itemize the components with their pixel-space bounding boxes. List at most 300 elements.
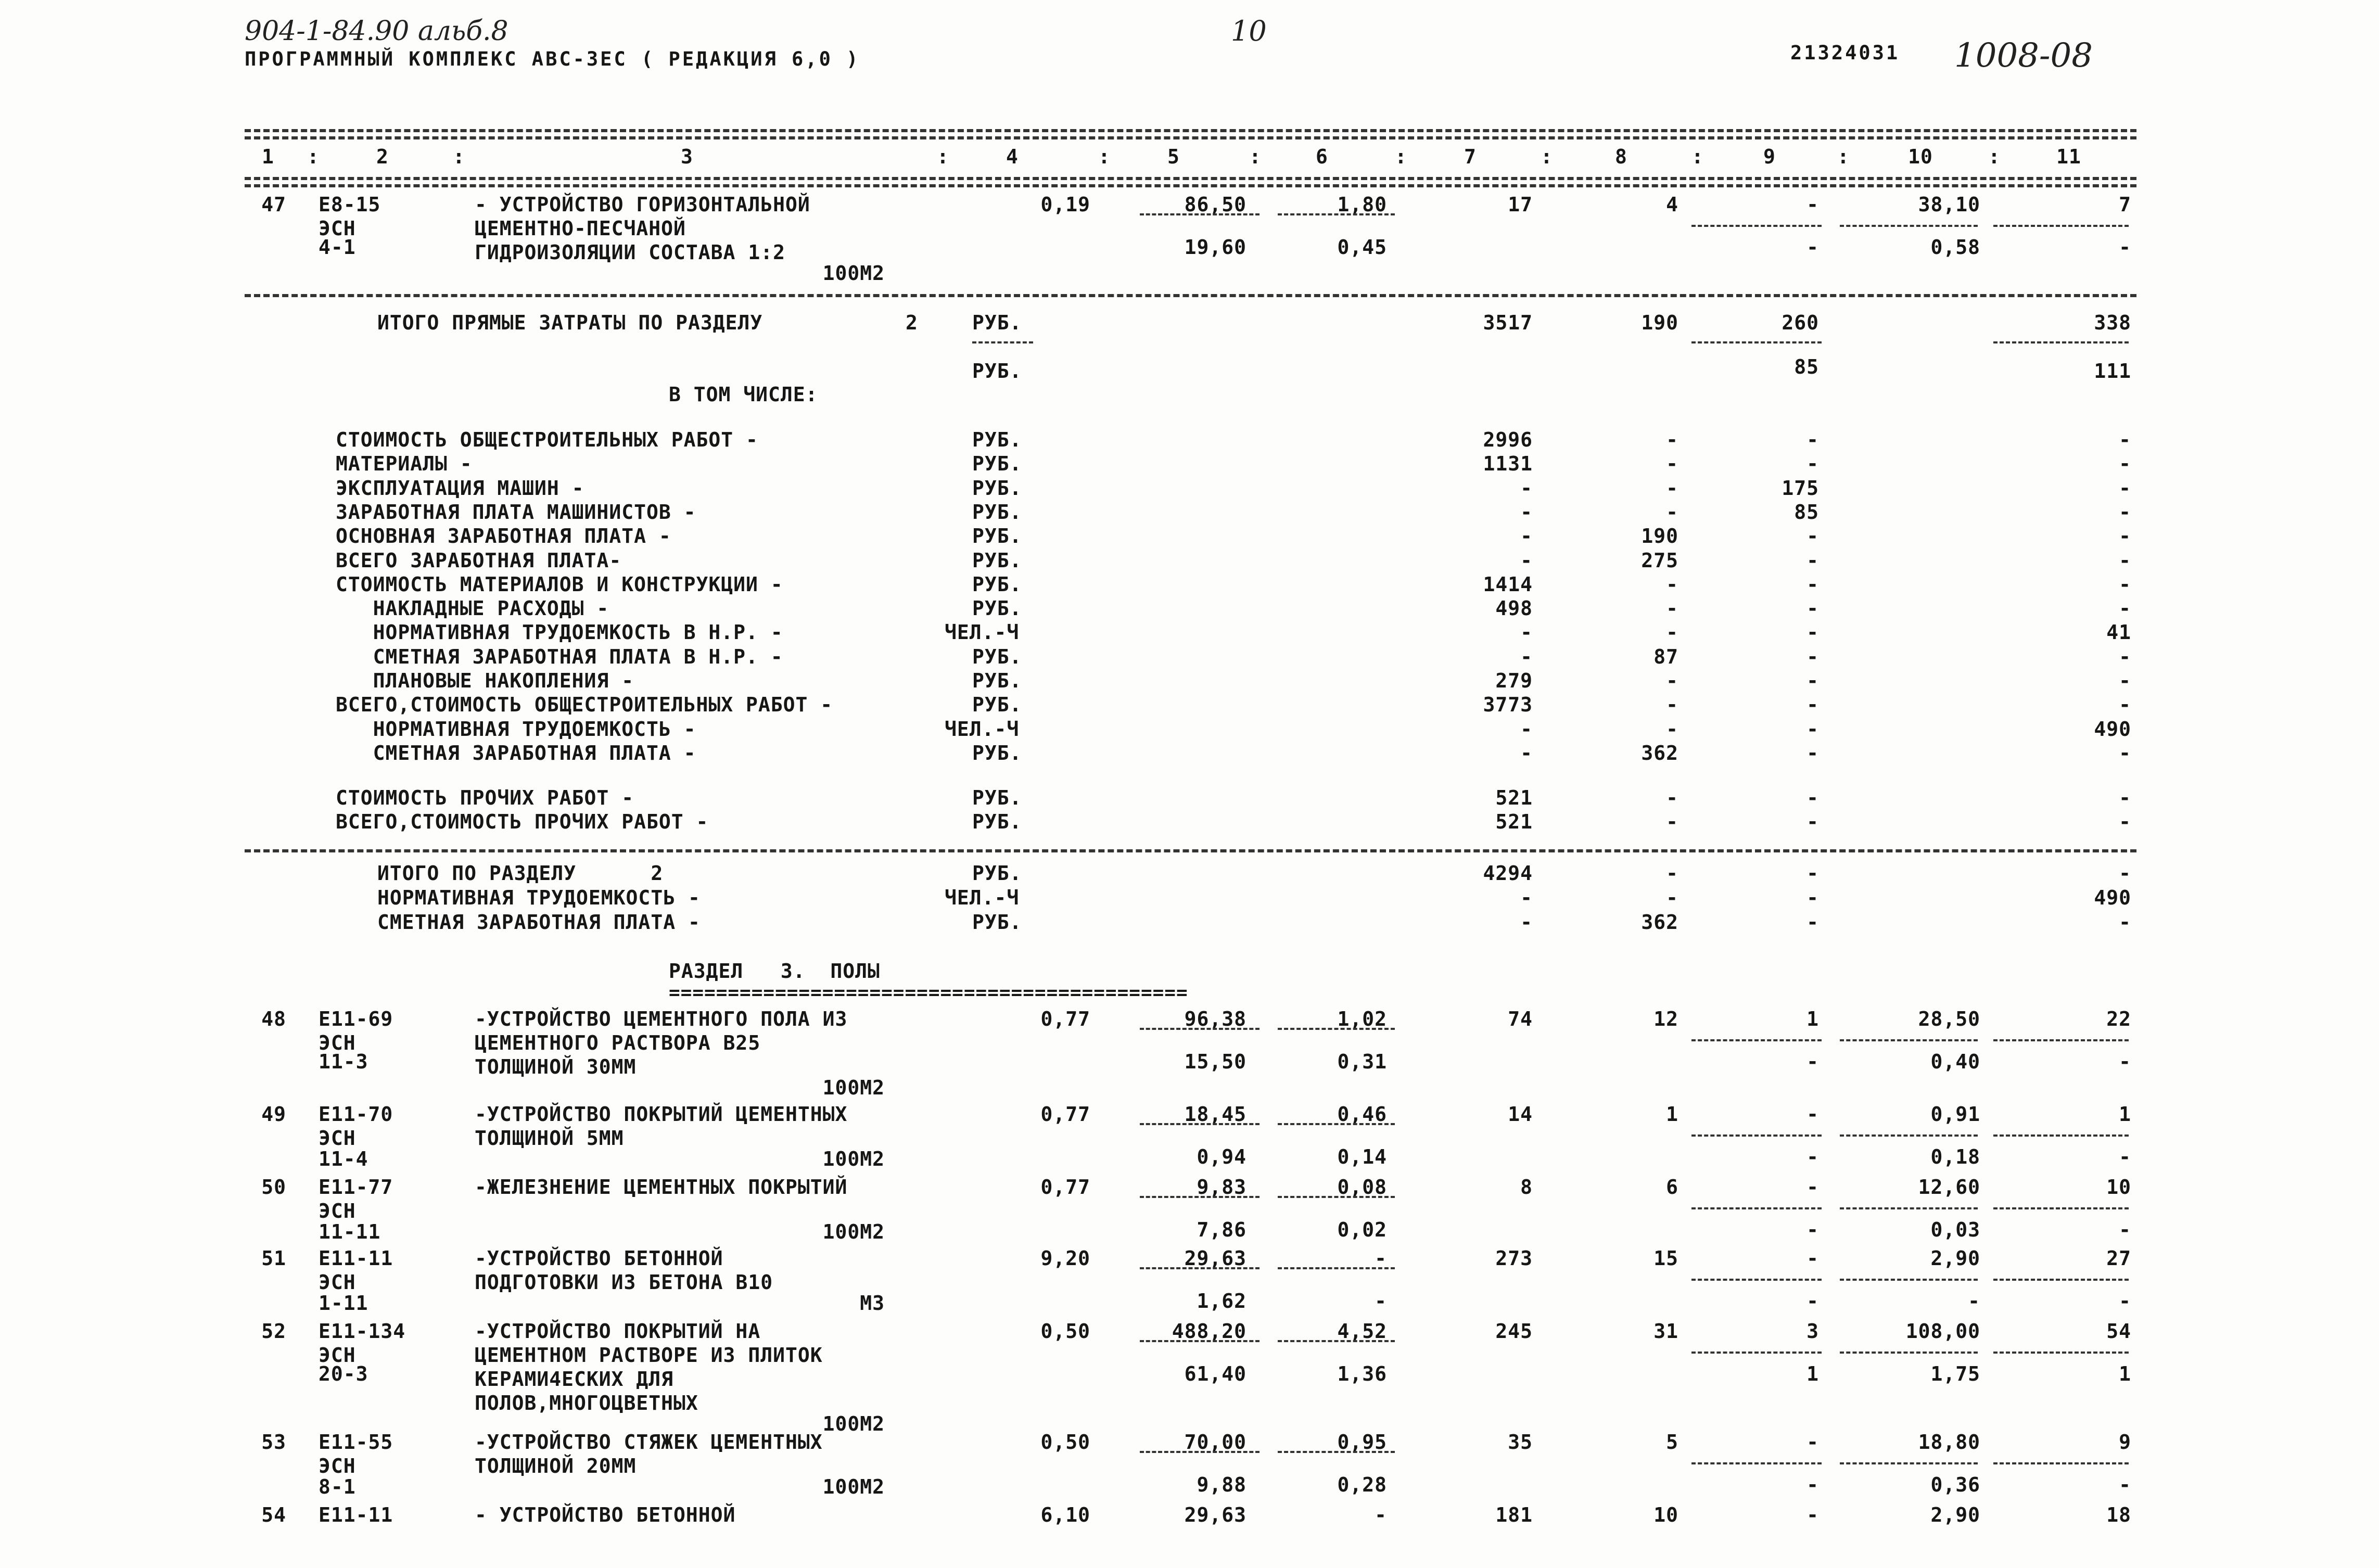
summary-row-c7: -: [1520, 717, 1533, 741]
item-50-rule-c10: [1840, 1207, 1978, 1209]
item-52-c9-secondary: 1: [1806, 1362, 1819, 1385]
direct-costs-label: ИТОГО ПРЯМЫЕ ЗАТРАТЫ ПО РАЗДЕЛУ: [377, 311, 763, 334]
section-total-c9: -: [1806, 911, 1819, 934]
summary-row-c8: 275: [1641, 549, 1678, 572]
section-total-c7: -: [1520, 886, 1533, 909]
summary-row-c9: -: [1806, 741, 1819, 764]
item-48-c5: 96,38: [1184, 1008, 1246, 1030]
item-54-c11: 18: [2106, 1503, 2131, 1526]
item-50-number: 50: [261, 1176, 286, 1199]
item-47-rule-c6: [1278, 213, 1395, 215]
other-works-row-c8: -: [1666, 810, 1678, 833]
summary-row-c9: -: [1806, 621, 1819, 644]
summary-row-c8: -: [1666, 500, 1678, 524]
summary-row-unit: РУБ.: [972, 645, 1022, 668]
summary-row-label: НАКЛАДНЫЕ РАСХОДЫ -: [336, 597, 609, 620]
summary-row-label: СТОИМОСТЬ ОБЩЕСТРОИТЕЛЬНЫХ РАБОТ -: [336, 428, 758, 451]
item-53-description: ТОЛЩИНОЙ 20ММ: [475, 1455, 637, 1477]
item-51-rule-c5: [1140, 1267, 1260, 1269]
item-53-unit: 100М2: [822, 1475, 885, 1498]
column-separator: :: [1098, 145, 1111, 168]
column-separator: :: [1988, 145, 2001, 168]
item-47-c7: 17: [1508, 193, 1533, 216]
including-label: В ТОМ ЧИСЛЕ:: [669, 383, 818, 406]
item-47-norm: ЭСН: [319, 217, 356, 240]
summary-row-c11: -: [2119, 693, 2131, 717]
item-47-c11: 7: [2119, 193, 2131, 216]
item-50-rule-c6: [1278, 1196, 1395, 1198]
item-50-rule-c11: [1993, 1207, 2129, 1209]
summary-row-c9: -: [1806, 549, 1819, 572]
item-50-reference: 11-11: [319, 1220, 381, 1243]
item-53-c11: 9: [2119, 1431, 2131, 1454]
item-50-c6: 0,08: [1337, 1176, 1387, 1199]
summary-row-unit: ЧЕЛ.-Ч: [945, 717, 1020, 741]
item-47-rule-c10: [1840, 225, 1978, 227]
column-separator: :: [937, 145, 949, 168]
item-53-description: -УСТРОЙСТВО СТЯЖЕК ЦЕМЕНТНЫХ: [475, 1431, 823, 1454]
summary-row-unit: РУБ.: [972, 525, 1022, 548]
item-48-c6: 1,02: [1337, 1008, 1387, 1030]
item-54-description: - УСТРОЙСТВО БЕТОННОЙ: [475, 1503, 736, 1526]
summary-row-unit: ЧЕЛ.-Ч: [945, 621, 1020, 644]
direct-costs-c11-rule: [1993, 341, 2129, 343]
column-separator: :: [1837, 145, 1850, 168]
summary-row-c11: -: [2119, 549, 2131, 572]
summary-row-label: ЗАРАБОТНАЯ ПЛАТА МАШИНИСТОВ -: [336, 500, 696, 524]
item-49-c6-secondary: 0,14: [1337, 1145, 1387, 1168]
summary-row-c11: -: [2119, 669, 2131, 692]
summary-row-label: НОРМАТИВНАЯ ТРУДОЕМКОСТЬ В Н.Р. -: [336, 621, 783, 644]
summary-row-unit: РУБ.: [972, 597, 1022, 620]
item-47-unit: 100М2: [822, 262, 885, 285]
item-53-rule-c10: [1840, 1462, 1978, 1464]
other-works-row-c11: -: [2119, 810, 2131, 833]
item-48-c11-secondary: -: [2119, 1050, 2131, 1073]
column-number: 1: [262, 145, 274, 168]
item-52-rule-c11: [1993, 1352, 2129, 1354]
handwritten-code: 1008-08: [1954, 36, 2093, 75]
summary-row-c7: 2996: [1483, 428, 1533, 451]
column-number: 8: [1615, 145, 1627, 168]
item-47-description: - УСТРОЙСТВО ГОРИЗОНТАЛЬНОЙ: [475, 193, 810, 216]
item-51-code: Е11-11: [319, 1247, 393, 1270]
column-number: 10: [1908, 145, 1933, 168]
summary-row-c7: -: [1520, 500, 1533, 524]
item-49-rule-c5: [1140, 1123, 1260, 1125]
column-number: 6: [1316, 145, 1328, 168]
item-48-c9: 1: [1806, 1008, 1819, 1030]
item-53-c5-secondary: 9,88: [1197, 1473, 1246, 1496]
item-50-rule-c5: [1140, 1196, 1260, 1198]
page-number: 10: [1231, 15, 1267, 47]
item-47-description: ГИДРОИЗОЛЯЦИИ СОСТАВА 1:2: [475, 241, 785, 264]
item-54-code: Е11-11: [319, 1503, 393, 1526]
summary-row-label: СТОИМОСТЬ МАТЕРИАЛОВ И КОНСТРУКЦИИ -: [336, 572, 783, 596]
item-47-code: Е8-15: [319, 193, 381, 216]
item-52-c11: 54: [2106, 1320, 2131, 1343]
document-code: 21324031: [1790, 42, 1900, 64]
item-49-c10: 0,91: [1930, 1103, 1980, 1126]
summary-row-c9: -: [1806, 669, 1819, 692]
item-47-quantity: 0,19: [1040, 193, 1090, 216]
summary-row-label: ВСЕГО,СТОИМОСТЬ ОБЩЕСТРОИТЕЛЬНЫХ РАБОТ -: [336, 693, 833, 717]
section-total-c9: -: [1806, 886, 1819, 909]
item-48-c10: 28,50: [1918, 1008, 1980, 1030]
item-49-rule-c9: [1691, 1134, 1822, 1137]
item-51-c10-secondary: -: [1968, 1290, 1980, 1312]
summary-row-c11: 41: [2106, 621, 2131, 644]
section-total-unit: РУБ.: [972, 911, 1022, 934]
direct-costs-rule: [245, 294, 2136, 297]
summary-row-c11: -: [2119, 525, 2131, 548]
item-50-c9-secondary: -: [1806, 1218, 1819, 1241]
item-49-c11: 1: [2119, 1103, 2131, 1126]
summary-row-c8: -: [1666, 717, 1678, 741]
item-53-c5: 70,00: [1184, 1431, 1246, 1454]
item-47-c8: 4: [1666, 193, 1678, 216]
item-51-c11: 27: [2106, 1247, 2131, 1270]
summary-row-c9: -: [1806, 452, 1819, 476]
item-48-number: 48: [261, 1008, 286, 1030]
item-49-norm: ЭСН: [319, 1127, 356, 1150]
direct-costs-c9-secondary: 85: [1794, 355, 1819, 378]
other-works-row-c7: 521: [1495, 786, 1533, 809]
item-49-quantity: 0,77: [1040, 1103, 1090, 1126]
summary-row-c9: 175: [1782, 476, 1819, 500]
item-53-quantity: 0,50: [1040, 1431, 1090, 1454]
item-52-c6-secondary: 1,36: [1337, 1362, 1387, 1385]
item-49-code: Е11-70: [319, 1103, 393, 1126]
item-47-rule-c11: [1993, 225, 2129, 227]
section-total-c8: -: [1666, 862, 1678, 885]
other-works-row-c9: -: [1806, 786, 1819, 809]
summary-row-c9: -: [1806, 645, 1819, 668]
summary-row-c8: -: [1666, 572, 1678, 596]
item-51-quantity: 9,20: [1040, 1247, 1090, 1270]
section-3-title: РАЗДЕЛ 3. ПОЛЫ: [669, 960, 880, 983]
summary-row-c8: -: [1666, 597, 1678, 620]
item-52-number: 52: [261, 1320, 286, 1343]
direct-costs-c9-rule: [1691, 341, 1822, 343]
item-54-c10: 2,90: [1930, 1503, 1980, 1526]
summary-row-unit: РУБ.: [972, 741, 1022, 764]
item-48-rule-c6: [1278, 1028, 1395, 1030]
other-works-row-label: СТОИМОСТЬ ПРОЧИХ РАБОТ -: [336, 786, 634, 809]
item-51-c9: -: [1806, 1247, 1819, 1270]
item-47-c10-secondary: 0,58: [1930, 236, 1980, 259]
item-51-c9-secondary: -: [1806, 1290, 1819, 1312]
item-53-code: Е11-55: [319, 1431, 393, 1454]
item-48-description: ТОЛЩИНОЙ 30ММ: [475, 1055, 637, 1078]
item-49-c10-secondary: 0,18: [1930, 1145, 1980, 1168]
summary-row-unit: РУБ.: [972, 500, 1022, 524]
item-51-description: -УСТРОЙСТВО БЕТОННОЙ: [475, 1247, 723, 1270]
item-47-rule-c9: [1691, 225, 1822, 227]
direct-costs-c7: 3517: [1483, 311, 1533, 334]
summary-row-c8: 87: [1653, 645, 1678, 668]
other-works-row-c11: -: [2119, 786, 2131, 809]
item-50-c9: -: [1806, 1176, 1819, 1199]
item-53-c9-secondary: -: [1806, 1473, 1819, 1496]
item-51-c6-secondary: -: [1375, 1290, 1387, 1312]
item-53-rule-c11: [1993, 1462, 2129, 1464]
summary-row-c11: -: [2119, 597, 2131, 620]
item-54-quantity: 6,10: [1040, 1503, 1090, 1526]
item-51-rule-c11: [1993, 1279, 2129, 1281]
summary-row-unit: РУБ.: [972, 572, 1022, 596]
item-53-c8: 5: [1666, 1431, 1678, 1454]
item-52-rule-c5: [1140, 1340, 1260, 1342]
summary-row-c11: -: [2119, 500, 2131, 524]
item-47-c11-secondary: -: [2119, 236, 2131, 259]
item-50-unit: 100М2: [822, 1220, 885, 1243]
section-total-c11: -: [2119, 911, 2131, 934]
item-50-c6-secondary: 0,02: [1337, 1218, 1387, 1241]
summary-row-c9: -: [1806, 597, 1819, 620]
item-49-unit: 100М2: [822, 1148, 885, 1170]
other-works-row-label: ВСЕГО,СТОИМОСТЬ ПРОЧИХ РАБОТ -: [336, 810, 709, 833]
program-title: ПРОГРАММНЫЙ КОМПЛЕКС АВС-3ЕС ( РЕДАКЦИЯ 6,0 ): [245, 48, 860, 70]
summary-row-unit: РУБ.: [972, 452, 1022, 476]
summary-row-label: НОРМАТИВНАЯ ТРУДОЕМКОСТЬ -: [336, 717, 696, 741]
summary-row-c9: -: [1806, 717, 1819, 741]
item-49-rule-c6: [1278, 1123, 1395, 1125]
item-51-number: 51: [261, 1247, 286, 1270]
item-49-c5: 18,45: [1184, 1103, 1246, 1126]
summary-row-c8: -: [1666, 669, 1678, 692]
item-52-c11-secondary: 1: [2119, 1362, 2131, 1385]
item-48-code: Е11-69: [319, 1008, 393, 1030]
summary-row-label: МАТЕРИАЛЫ -: [336, 452, 473, 476]
item-53-rule-c6: [1278, 1451, 1395, 1453]
item-54-c5: 29,63: [1184, 1503, 1246, 1526]
item-51-description: ПОДГОТОВКИ ИЗ БЕТОНА В10: [475, 1271, 773, 1294]
item-53-norm: ЭСН: [319, 1455, 356, 1477]
item-53-c7: 35: [1508, 1431, 1533, 1454]
item-48-c5-secondary: 15,50: [1184, 1050, 1246, 1073]
item-50-quantity: 0,77: [1040, 1176, 1090, 1199]
item-47-c6-secondary: 0,45: [1337, 236, 1387, 259]
summary-row-c9: -: [1806, 572, 1819, 596]
summary-row-c7: -: [1520, 525, 1533, 548]
item-48-c9-secondary: -: [1806, 1050, 1819, 1073]
column-number: 7: [1464, 145, 1477, 168]
item-54-c6: -: [1375, 1503, 1387, 1526]
column-separator: :: [453, 145, 465, 168]
summary-row-label: СМЕТНАЯ ЗАРАБОТНАЯ ПЛАТА -: [336, 741, 696, 764]
section-total-unit: ЧЕЛ.-Ч: [945, 886, 1020, 909]
item-47-c5-secondary: 19,60: [1184, 236, 1246, 259]
summary-row-c7: 1414: [1483, 572, 1533, 596]
section-total-rule: [245, 849, 2136, 852]
item-54-c8: 10: [1653, 1503, 1678, 1526]
item-49-description: ТОЛЩИНОЙ 5ММ: [475, 1127, 624, 1150]
direct-costs-c9: 260: [1782, 311, 1819, 334]
item-49-rule-c10: [1840, 1134, 1978, 1137]
summary-row-c11: -: [2119, 741, 2131, 764]
other-works-row-c7: 521: [1495, 810, 1533, 833]
item-48-c7: 74: [1508, 1008, 1533, 1030]
summary-row-unit: РУБ.: [972, 549, 1022, 572]
section-total-c9: -: [1806, 862, 1819, 885]
section-total-label: ИТОГО ПО РАЗДЕЛУ 2: [377, 862, 664, 885]
item-51-c6: -: [1375, 1247, 1387, 1270]
other-works-row-unit: РУБ.: [972, 786, 1022, 809]
column-header-rule-2: [245, 184, 2136, 187]
item-47-c5: 86,50: [1184, 193, 1246, 216]
item-53-c6: 0,95: [1337, 1431, 1387, 1454]
column-number: 5: [1167, 145, 1180, 168]
item-48-c11: 22: [2106, 1008, 2131, 1030]
column-separator: :: [1249, 145, 1262, 168]
item-51-rule-c9: [1691, 1279, 1822, 1281]
table-top-rule-2: [245, 136, 2136, 139]
item-53-rule-c9: [1691, 1462, 1822, 1464]
item-52-description: ПОЛОВ,МНОГОЦВЕТНЫХ: [475, 1392, 698, 1414]
item-47-description: ЦЕМЕНТНО-ПЕСЧАНОЙ: [475, 217, 686, 240]
item-52-reference: 20-3: [319, 1362, 368, 1385]
column-number: 2: [376, 145, 389, 168]
summary-row-c11: 490: [2094, 717, 2131, 741]
item-50-rule-c9: [1691, 1207, 1822, 1209]
item-47-c6: 1,80: [1337, 193, 1387, 216]
summary-row-unit: РУБ.: [972, 476, 1022, 500]
other-works-row-c9: -: [1806, 810, 1819, 833]
summary-row-c8: -: [1666, 428, 1678, 451]
item-52-rule-c9: [1691, 1352, 1822, 1354]
item-47-rule-c5: [1140, 213, 1260, 215]
summary-row-c7: 1131: [1483, 452, 1533, 476]
handwritten-reference: 904-1-84.90 альб.8: [245, 16, 508, 47]
summary-row-c11: -: [2119, 476, 2131, 500]
item-50-c7: 8: [1520, 1176, 1533, 1199]
item-47-c9: -: [1806, 193, 1819, 216]
item-53-c9: -: [1806, 1431, 1819, 1454]
item-50-c10-secondary: 0,03: [1930, 1218, 1980, 1241]
item-49-reference: 11-4: [319, 1148, 368, 1170]
item-49-c6: 0,46: [1337, 1103, 1387, 1126]
summary-row-c11: -: [2119, 428, 2131, 451]
item-51-reference: 1-11: [319, 1292, 368, 1315]
table-top-rule: [245, 129, 2136, 132]
item-50-c11: 10: [2106, 1176, 2131, 1199]
direct-costs-unit-rule: [972, 341, 1033, 343]
section-total-c11: 490: [2094, 886, 2131, 909]
item-49-description: -УСТРОЙСТВО ПОКРЫТИЙ ЦЕМЕНТНЫХ: [475, 1103, 848, 1126]
item-51-norm: ЭСН: [319, 1271, 356, 1294]
item-53-rule-c5: [1140, 1451, 1260, 1453]
item-53-number: 53: [261, 1431, 286, 1454]
summary-row-c8: -: [1666, 621, 1678, 644]
item-53-c11-secondary: -: [2119, 1473, 2131, 1496]
item-48-rule-c11: [1993, 1039, 2129, 1041]
column-number: 9: [1763, 145, 1776, 168]
summary-row-c7: -: [1520, 645, 1533, 668]
item-48-rule-c9: [1691, 1039, 1822, 1041]
item-49-c11-secondary: -: [2119, 1145, 2131, 1168]
item-50-c11-secondary: -: [2119, 1218, 2131, 1241]
item-52-c10: 108,00: [1905, 1320, 1980, 1343]
column-number: 3: [681, 145, 693, 168]
summary-row-label: ПЛАНОВЫЕ НАКОПЛЕНИЯ -: [336, 669, 634, 692]
item-52-description: КЕРАМИ4ЕСКИХ ДЛЯ: [475, 1368, 674, 1391]
item-47-c10: 38,10: [1918, 193, 1980, 216]
item-51-unit: М3: [860, 1292, 885, 1315]
item-48-quantity: 0,77: [1040, 1008, 1090, 1030]
item-48-description: -УСТРОЙСТВО ЦЕМЕНТНОГО ПОЛА ИЗ: [475, 1008, 848, 1030]
item-51-rule-c10: [1840, 1279, 1978, 1281]
item-51-c5-secondary: 1,62: [1197, 1290, 1246, 1312]
item-51-c5: 29,63: [1184, 1247, 1246, 1270]
direct-costs-c11-secondary: 111: [2094, 360, 2131, 383]
item-51-rule-c6: [1278, 1267, 1395, 1269]
column-number: 4: [1006, 145, 1019, 168]
column-number: 11: [2056, 145, 2081, 168]
item-52-c5-secondary: 61,40: [1184, 1362, 1246, 1385]
item-49-c9: -: [1806, 1103, 1819, 1126]
summary-row-c8: -: [1666, 452, 1678, 476]
item-48-description: ЦЕМЕНТНОГО РАСТВОРА В25: [475, 1031, 761, 1054]
item-50-c5-secondary: 7,86: [1197, 1218, 1246, 1241]
item-49-c9-secondary: -: [1806, 1145, 1819, 1168]
column-header-rule: [245, 177, 2136, 180]
item-51-c8: 15: [1653, 1247, 1678, 1270]
summary-row-c9: -: [1806, 693, 1819, 717]
item-52-c6: 4,52: [1337, 1320, 1387, 1343]
item-54-number: 54: [261, 1503, 286, 1526]
item-52-description: ЦЕМЕНТНОМ РАСТВОРЕ ИЗ ПЛИТОК: [475, 1344, 823, 1367]
item-48-rule-c5: [1140, 1028, 1260, 1030]
summary-row-c7: -: [1520, 549, 1533, 572]
summary-row-c7: -: [1520, 741, 1533, 764]
column-separator: :: [1395, 145, 1407, 168]
summary-row-label: ВСЕГО ЗАРАБОТНАЯ ПЛАТА-: [336, 549, 622, 572]
section-total-c8: -: [1666, 886, 1678, 909]
item-49-c5-secondary: 0,94: [1197, 1145, 1246, 1168]
direct-costs-c11: 338: [2094, 311, 2131, 334]
item-48-unit: 100М2: [822, 1076, 885, 1099]
summary-row-c7: 498: [1495, 597, 1533, 620]
summary-row-c8: 190: [1641, 525, 1678, 548]
item-51-c7: 273: [1495, 1247, 1533, 1270]
direct-costs-section: 2: [906, 311, 918, 334]
section-total-c8: 362: [1641, 911, 1678, 934]
item-52-c10-secondary: 1,75: [1930, 1362, 1980, 1385]
item-52-c8: 31: [1653, 1320, 1678, 1343]
item-53-c10: 18,80: [1918, 1431, 1980, 1454]
item-50-description: -ЖЕЛЕЗНЕНИЕ ЦЕМЕНТНЫХ ПОКРЫТИЙ: [475, 1176, 848, 1199]
item-47-c9-secondary: -: [1806, 236, 1819, 259]
item-49-rule-c11: [1993, 1134, 2129, 1137]
summary-row-unit: РУБ.: [972, 693, 1022, 717]
item-49-number: 49: [261, 1103, 286, 1126]
item-50-code: Е11-77: [319, 1176, 393, 1199]
summary-row-c8: 362: [1641, 741, 1678, 764]
item-48-c10-secondary: 0,40: [1930, 1050, 1980, 1073]
item-48-reference: 11-3: [319, 1050, 368, 1073]
summary-row-c9: -: [1806, 525, 1819, 548]
section-total-c7: -: [1520, 911, 1533, 934]
item-52-c7: 245: [1495, 1320, 1533, 1343]
item-52-quantity: 0,50: [1040, 1320, 1090, 1343]
item-53-c10-secondary: 0,36: [1930, 1473, 1980, 1496]
summary-row-c11: -: [2119, 572, 2131, 596]
summary-row-c9: 85: [1794, 500, 1819, 524]
item-49-c8: 1: [1666, 1103, 1678, 1126]
summary-row-c9: -: [1806, 428, 1819, 451]
direct-costs-unit: РУБ.: [972, 311, 1022, 334]
